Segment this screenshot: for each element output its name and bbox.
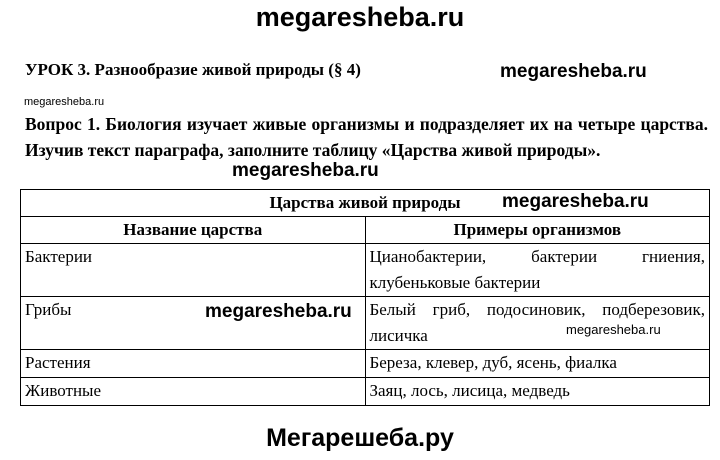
kingdom-name: Бактерии: [21, 244, 366, 297]
kingdoms-table: [20, 189, 710, 406]
kingdom-name: Животные: [21, 378, 366, 406]
kingdom-examples: Белый гриб, подосиновик, подберезовик, лисичка: [365, 297, 710, 350]
kingdom-name: Растения: [21, 350, 366, 378]
lesson-heading: УРОК 3. Разнообразие живой природы (§ 4): [25, 60, 361, 79]
kingdom-examples: Береза, клевер, дуб, ясень, фиалка: [365, 350, 710, 378]
watermark-heading: megaresheba.ru: [500, 61, 647, 82]
kingdom-name: Грибы: [21, 297, 366, 350]
watermark-table-row: megaresheba.ru: [205, 301, 352, 322]
watermark-bottom: Мегарешеба.ру: [266, 424, 454, 452]
watermark-table-title: megaresheba.ru: [502, 191, 649, 212]
watermark-small-left: megaresheba.ru: [24, 96, 105, 108]
table-row: [21, 350, 710, 378]
kingdom-examples: Цианобактерии, бактерии гниения, клубеньковые бактерии: [365, 244, 710, 297]
table-row: [21, 244, 710, 297]
table-title: Царства живой природы: [21, 190, 710, 217]
watermark-top: megaresheba.ru: [255, 2, 465, 32]
question-text: Вопрос 1. Биология изучает живые организмы и подразделяет их на четыре царства. Изучив текст параграфа, заполните таблицу «Царства живой природы».: [25, 114, 708, 160]
column-header-kingdom: Название царства: [21, 217, 366, 244]
watermark-question: megaresheba.ru: [232, 160, 379, 181]
watermark-table-small: megaresheba.ru: [566, 322, 661, 337]
kingdom-examples: Заяц, лось, лисица, медведь: [365, 378, 710, 406]
column-header-examples: Примеры организмов: [365, 217, 710, 244]
table-row: [21, 378, 710, 406]
table-header-row: [21, 217, 710, 244]
